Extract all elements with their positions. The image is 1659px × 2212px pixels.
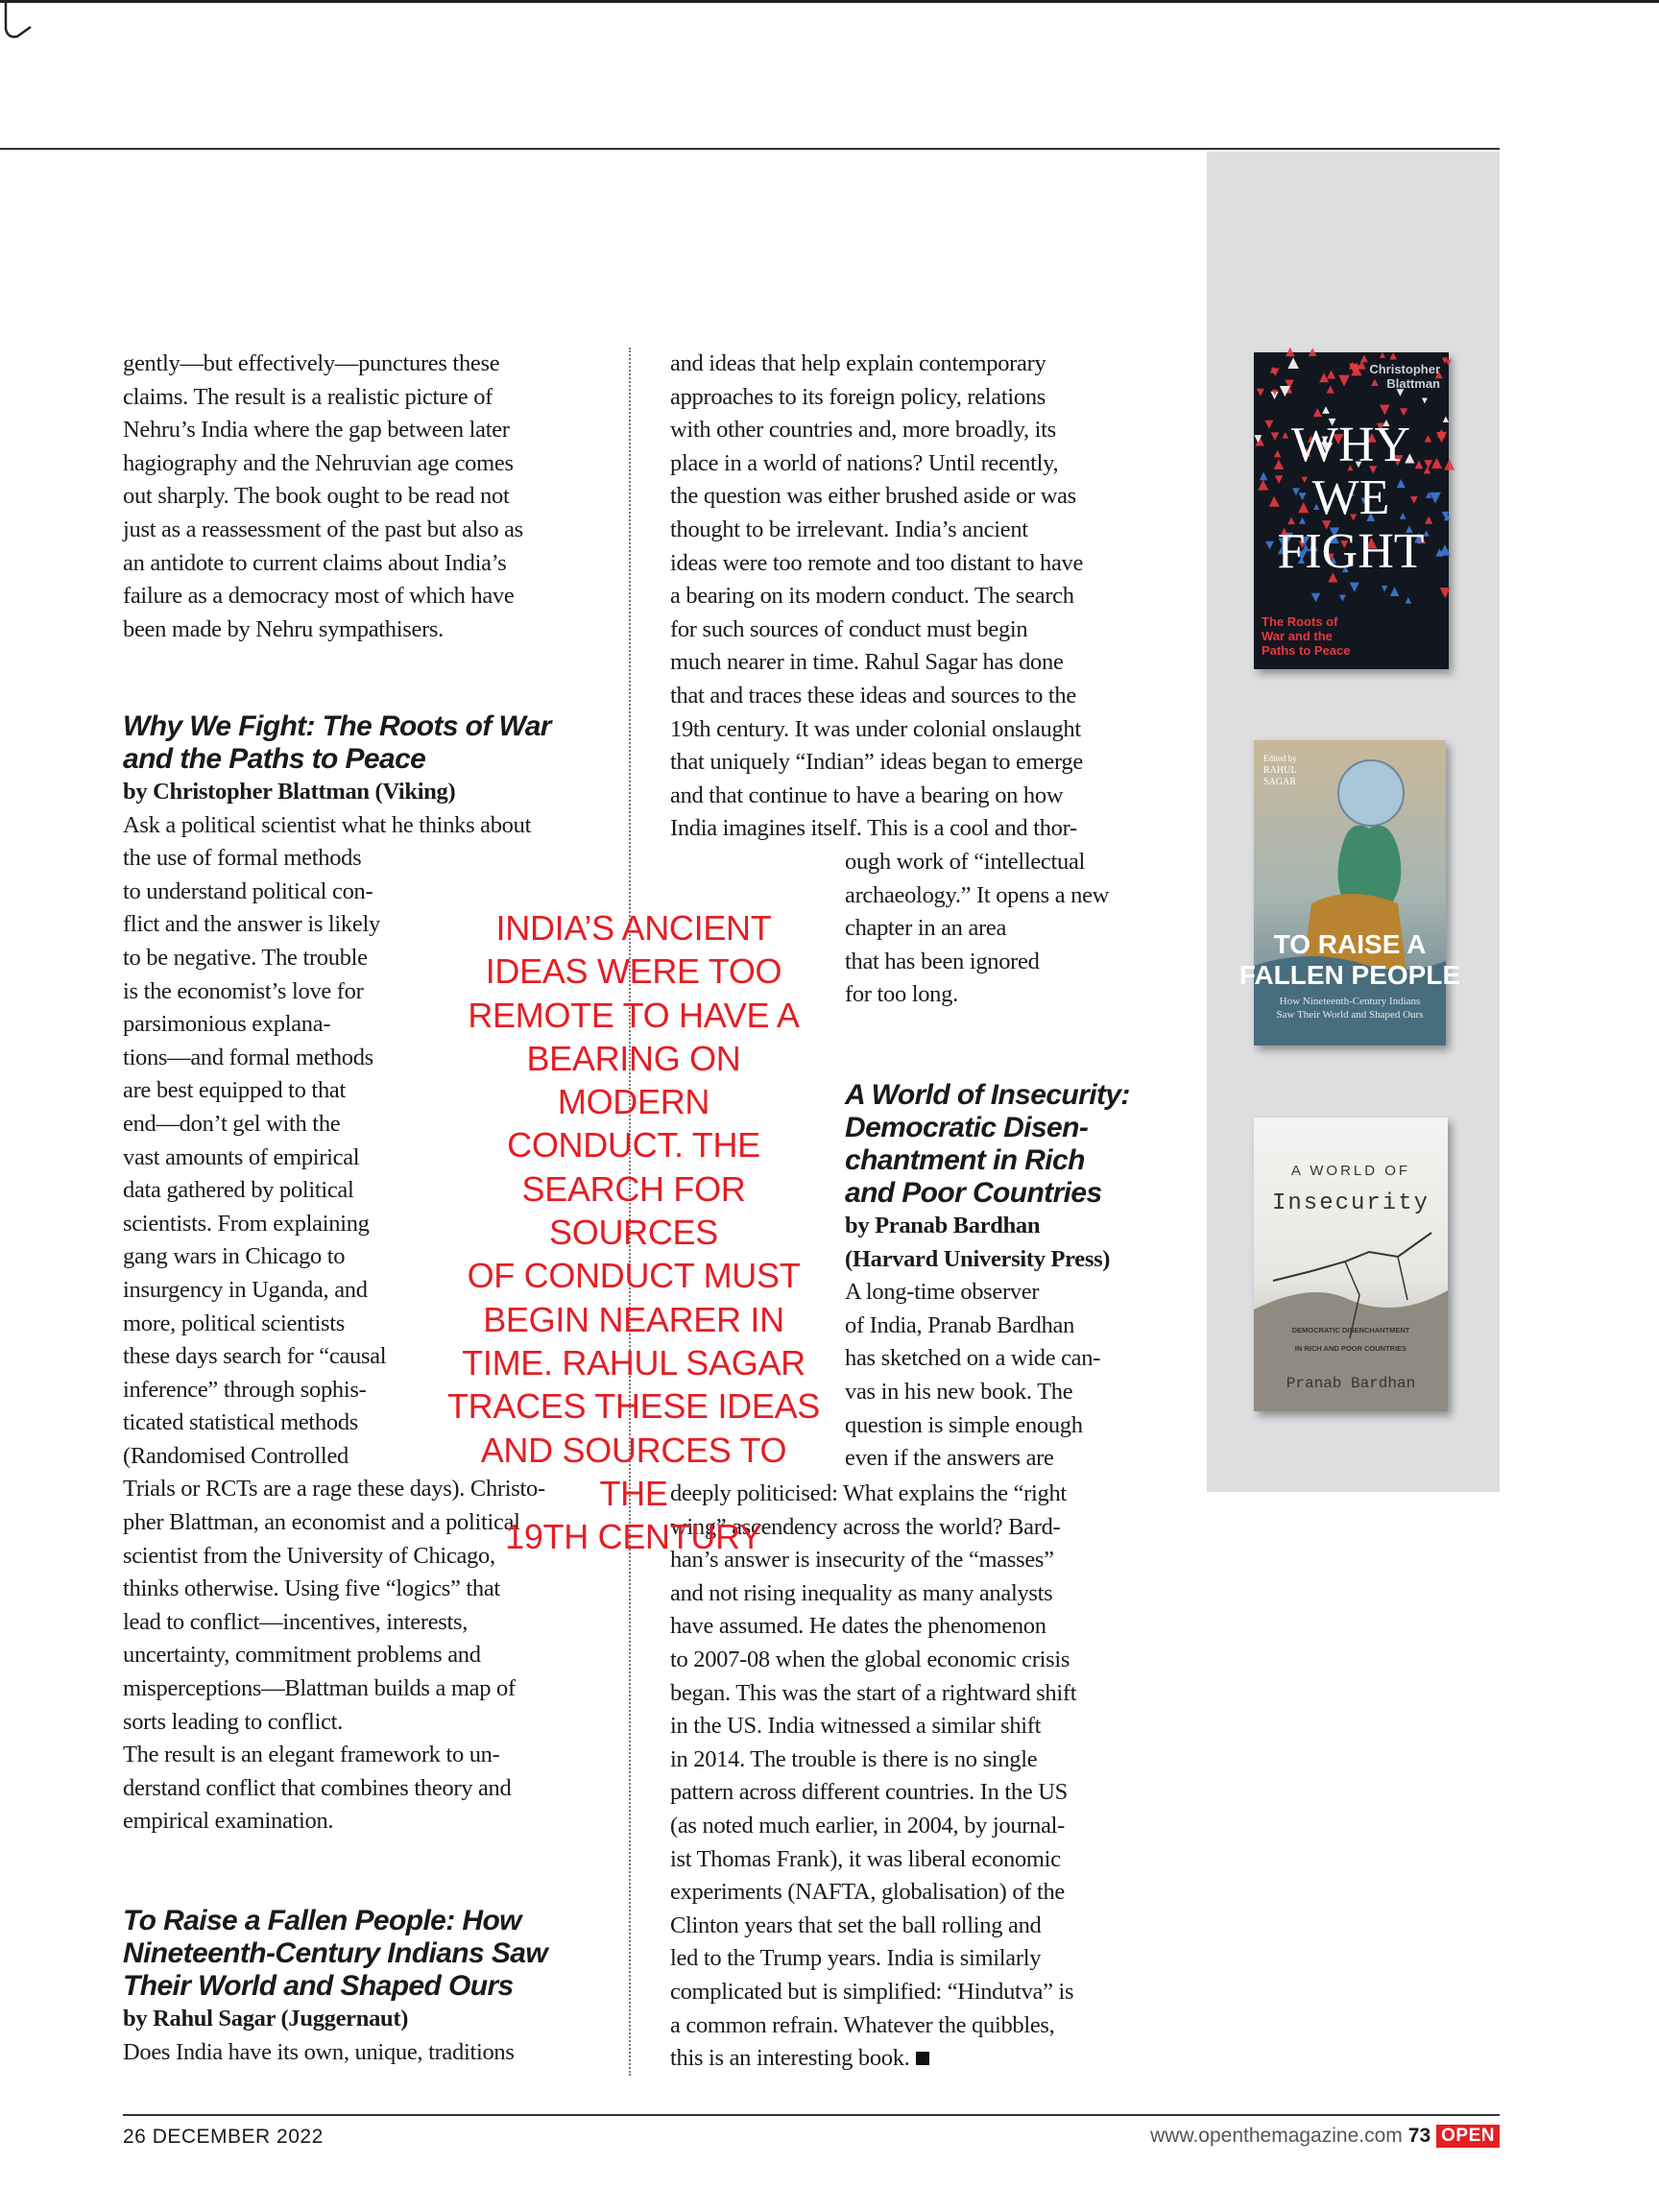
cover-editor: Edited by <box>1263 754 1297 763</box>
text-line: place in a world of nations? Until recently, <box>670 449 1059 476</box>
text-line: vas in his new book. The <box>845 1378 1073 1405</box>
text-line: BEGIN NEARER IN <box>483 1299 784 1339</box>
text-line: CONDUCT. THE <box>507 1125 760 1166</box>
text-line: more, political scientists <box>123 1310 346 1336</box>
text-line: parsimonious explana- <box>123 1011 331 1038</box>
intro-paragraph <box>123 348 603 646</box>
text-line: to 2007-08 when the global economic crisis <box>670 1646 1070 1672</box>
svg-text:Insecurity: Insecurity <box>1271 1190 1431 1216</box>
text-line: complicated but is simplified: “Hindutva” is <box>670 1978 1074 2005</box>
text-line: A long-time observer <box>845 1279 1040 1306</box>
text-line: in the US. India witnessed a similar shift <box>670 1713 1042 1740</box>
text-line: sorts leading to conflict. <box>123 1708 343 1735</box>
text-line: pher Blattman, an economist and a political <box>123 1509 520 1536</box>
text-line: these days search for “causal <box>123 1343 387 1370</box>
text-line: much nearer in time. Rahul Sagar has done <box>670 649 1064 676</box>
text-line: and not rising inequality as many analysts <box>670 1579 1053 1606</box>
text-line: India imagines itself. This is a cool and thor- <box>670 815 1077 842</box>
text-line: began. This was the start of a rightward shift <box>670 1679 1077 1706</box>
cover-title: TO RAISE A <box>1273 929 1427 959</box>
text-line: and ideas that help explain contemporary <box>670 350 1046 376</box>
text-line: (Harvard University Press) <box>845 1245 1111 1272</box>
text-line: a bearing on its modern conduct. The search <box>670 583 1074 610</box>
cover-subtitle: The Roots of <box>1262 614 1338 629</box>
svg-text:Blattman: Blattman <box>1386 376 1440 391</box>
text-line: have assumed. He dates the phenomenon <box>670 1613 1046 1640</box>
text-line: the question was either brushed aside or was <box>670 483 1076 510</box>
text-line: thought to be irrelevant. India’s ancient <box>670 516 1028 542</box>
text-line: the use of formal methods <box>123 845 362 872</box>
book-cover-to-raise-a-fallen-people <box>1238 740 1461 1046</box>
text-line: AND SOURCES TO THE <box>480 1430 787 1513</box>
text-line: by Pranab Bardhan <box>845 1213 1041 1238</box>
review-byline: by Christopher Blattman (Viking) <box>123 779 456 805</box>
review-title <box>845 1079 1162 1210</box>
footer-date: 26 DECEMBER 2022 <box>123 2126 324 2148</box>
column-1-intro <box>123 348 603 646</box>
text-line: a common refrain. Whatever the quibbles, <box>670 2011 1055 2038</box>
top-rule <box>0 0 1659 3</box>
text-line: tions—and formal methods <box>123 1044 373 1070</box>
footer-url[interactable]: www.openthemagazine.com <box>1150 2125 1403 2147</box>
text-line: Democratic Disen- <box>845 1112 1089 1143</box>
text-line: to be negative. The trouble <box>123 944 368 971</box>
text-line: SEARCH FOR SOURCES <box>521 1168 746 1253</box>
text-line: TRACES THESE IDEAS <box>446 1386 821 1427</box>
text-line: pattern across different countries. In the US <box>670 1779 1068 1806</box>
text-line: are best equipped to that <box>123 1077 346 1104</box>
svg-text:Saw Their World and Shaped Our: Saw Their World and Shaped Ours <box>1276 1009 1424 1021</box>
end-mark <box>916 2052 929 2065</box>
text-line: Nehru’s India where the gap between later <box>123 417 510 444</box>
text-line: Does India have its own, unique, traditions <box>123 2038 515 2065</box>
text-line: this is an interesting book. <box>670 2042 1150 2076</box>
text-line: gently—but effectively—punctures these <box>123 350 500 376</box>
text-line: led to the Trump years. India is similarly <box>670 1945 1042 1972</box>
text-line: OF CONDUCT MUST <box>467 1256 801 1296</box>
text-line: that and traces these ideas and sources to the <box>670 682 1076 709</box>
book-cover-why-we-fight <box>1254 352 1449 669</box>
text-line: end—don’t gel with the <box>123 1110 341 1137</box>
text-line: TIME. RAHUL SAGAR <box>462 1342 805 1382</box>
text-line: chapter in an area <box>845 915 1007 942</box>
svg-text:IN RICH AND POOR COUNTRIES: IN RICH AND POOR COUNTRIES <box>1294 1344 1407 1353</box>
column-2-text <box>670 348 1150 846</box>
review-text <box>123 2036 603 2070</box>
text-line: and that continue to have a bearing on how <box>670 781 1064 808</box>
text-line: archaeology.” It opens a new <box>845 881 1110 908</box>
cover-subtitle: How Nineteenth-Century Indians <box>1279 996 1421 1007</box>
text-line: ough work of “intellectual <box>845 849 1086 875</box>
text-line: vast amounts of empirical <box>123 1143 360 1170</box>
review-text-narrow <box>845 1276 1162 1476</box>
text-line: Trials or RCTs are a rage these days). Christo- <box>123 1476 545 1503</box>
text-line: data gathered by political <box>123 1177 354 1204</box>
cover-title: A WORLD OF <box>1290 1163 1411 1179</box>
text-line: and the Paths to Peace <box>123 743 426 775</box>
svg-text:SAGAR: SAGAR <box>1263 777 1296 787</box>
text-line: misperceptions—Blattman builds a map of <box>123 1675 516 1702</box>
header-rule <box>0 148 1500 150</box>
cover-subtitle: DEMOCRATIC DISENCHANTMENT <box>1291 1326 1410 1334</box>
text-line: 19th century. It was under colonial onslaught <box>670 715 1081 742</box>
text-line: is the economist’s love for <box>123 977 364 1004</box>
svg-text:RAHUL: RAHUL <box>1263 765 1297 776</box>
review-title <box>123 1905 603 2003</box>
review-text-top <box>670 348 1150 846</box>
text-line: been made by Nehru sympathisers. <box>123 615 444 642</box>
text-line: with other countries and, more broadly, its <box>670 417 1056 444</box>
text-line: empirical examination. <box>123 1808 334 1835</box>
svg-text:Paths to Peace: Paths to Peace <box>1262 643 1351 658</box>
text-line: to understand political con- <box>123 878 373 904</box>
text-line: an antidote to current claims about India’s <box>123 549 507 576</box>
text-line: INDIA’S ANCIENT <box>495 908 772 948</box>
text-line: ticated statistical methods <box>123 1409 358 1436</box>
review-text-after <box>670 1478 1150 2076</box>
corner-hook-mark <box>4 0 33 42</box>
text-line: in 2014. The trouble is there is no single <box>670 1745 1038 1772</box>
text-line: IDEAS WERE TOO <box>485 951 782 992</box>
pull-quote <box>446 906 821 1558</box>
text-line: derstand conflict that combines theory and <box>123 1774 512 1801</box>
text-line: A World of Insecurity: <box>845 1079 1130 1111</box>
text-line: chantment in Rich <box>845 1144 1085 1176</box>
review-a-world-of-insecurity-cont <box>670 1478 1150 2076</box>
text-line: and Poor Countries <box>845 1177 1102 1209</box>
text-line: (Randomised Controlled <box>123 1442 349 1469</box>
review-byline <box>845 1210 1162 1276</box>
text-line: wing” ascendency across the world? Bard- <box>670 1513 1061 1540</box>
text-line: han’s answer is insecurity of the “masses” <box>670 1547 1054 1574</box>
text-line: question is simple enough <box>845 1411 1083 1438</box>
text-line: failure as a democracy most of which have <box>123 583 515 610</box>
text-line: thinks otherwise. Using five “logics” that <box>123 1575 500 1602</box>
review-title <box>123 710 603 776</box>
svg-text:FALLEN PEOPLE: FALLEN PEOPLE <box>1238 960 1461 990</box>
text-line: uncertainty, commitment problems and <box>123 1642 481 1669</box>
text-line: that uniquely “Indian” ideas began to emerge <box>670 749 1083 776</box>
open-logo: OPEN <box>1436 2125 1500 2148</box>
column-2-narrow-text <box>845 846 1162 1012</box>
text-line: for such sources of conduct must begin <box>670 615 1028 642</box>
text-line: scientist from the University of Chicago, <box>123 1542 495 1569</box>
text-line: Ask a political scientist what he thinks about <box>123 811 532 838</box>
text-line: has sketched on a wide can- <box>845 1345 1101 1372</box>
text-line: ideas were too remote and too distant to have <box>670 549 1084 576</box>
svg-text:War and the: War and the <box>1262 629 1333 643</box>
text-line: of India, Pranab Bardhan <box>845 1311 1075 1338</box>
text-line: insurgency in Uganda, and <box>123 1276 368 1303</box>
text-line: ist Thomas Frank), it was liberal economic <box>670 1845 1061 1872</box>
cover-title: WHY <box>1290 418 1411 472</box>
text-line: claims. The result is a realistic picture of <box>123 383 493 410</box>
review-a-world-of-insecurity <box>845 1079 1162 1476</box>
text-line: To Raise a Fallen People: How <box>123 1905 521 1936</box>
text-line: out sharply. The book ought to be read not <box>123 483 510 510</box>
text-line: experiments (NAFTA, globalisation) of the <box>670 1879 1065 1906</box>
book-cover-a-world-of-insecurity <box>1254 1118 1448 1411</box>
text-line: (as noted much earlier, in 2004, by journal- <box>670 1812 1066 1839</box>
footer-rule <box>123 2114 1500 2116</box>
text-line: flict and the answer is likely <box>123 911 380 938</box>
review-text-narrow <box>845 846 1162 1012</box>
text-line: Their World and Shaped Ours <box>123 1970 514 2002</box>
text-line: scientists. From explaining <box>123 1210 370 1237</box>
text-line: REMOTE TO HAVE A <box>468 995 800 1035</box>
svg-text:WE: WE <box>1311 470 1390 525</box>
review-text-full <box>123 809 603 843</box>
text-line: approaches to its foreign policy, relations <box>670 383 1046 410</box>
review-to-raise-a-fallen-people <box>123 1905 603 2069</box>
footer-right <box>1150 2125 1500 2148</box>
page-number: 73 <box>1407 2125 1431 2147</box>
text-line: Why We Fight: The Roots of War <box>123 710 551 742</box>
text-line: 19TH CENTURY <box>505 1517 762 1557</box>
text-line: just as a reassessment of the past but also as <box>123 516 523 542</box>
text-line: deeply politicised: What explains the “right <box>670 1480 1067 1506</box>
text-line: gang wars in Chicago to <box>123 1243 346 1270</box>
cover-author: Pranab Bardhan <box>1286 1375 1416 1392</box>
text-line: Clinton years that set the ball rolling and <box>670 1911 1042 1938</box>
svg-text:FIGHT: FIGHT <box>1277 524 1425 579</box>
text-line: The result is an elegant framework to un- <box>123 1742 500 1768</box>
text-line: lead to conflict—incentives, interests, <box>123 1608 469 1635</box>
text-line: that has been ignored <box>845 948 1040 974</box>
text-line: even if the answers are <box>845 1445 1054 1472</box>
text-line: Nineteenth-Century Indians Saw <box>123 1937 548 1969</box>
text-line: for too long. <box>845 981 958 1008</box>
text-line: hagiography and the Nehruvian age comes <box>123 449 514 476</box>
text-line: BEARING ON MODERN <box>526 1038 741 1122</box>
cover-author: Christopher <box>1369 362 1440 376</box>
review-byline: by Rahul Sagar (Juggernaut) <box>123 2006 409 2032</box>
text-line: inference” through sophis- <box>123 1376 367 1403</box>
